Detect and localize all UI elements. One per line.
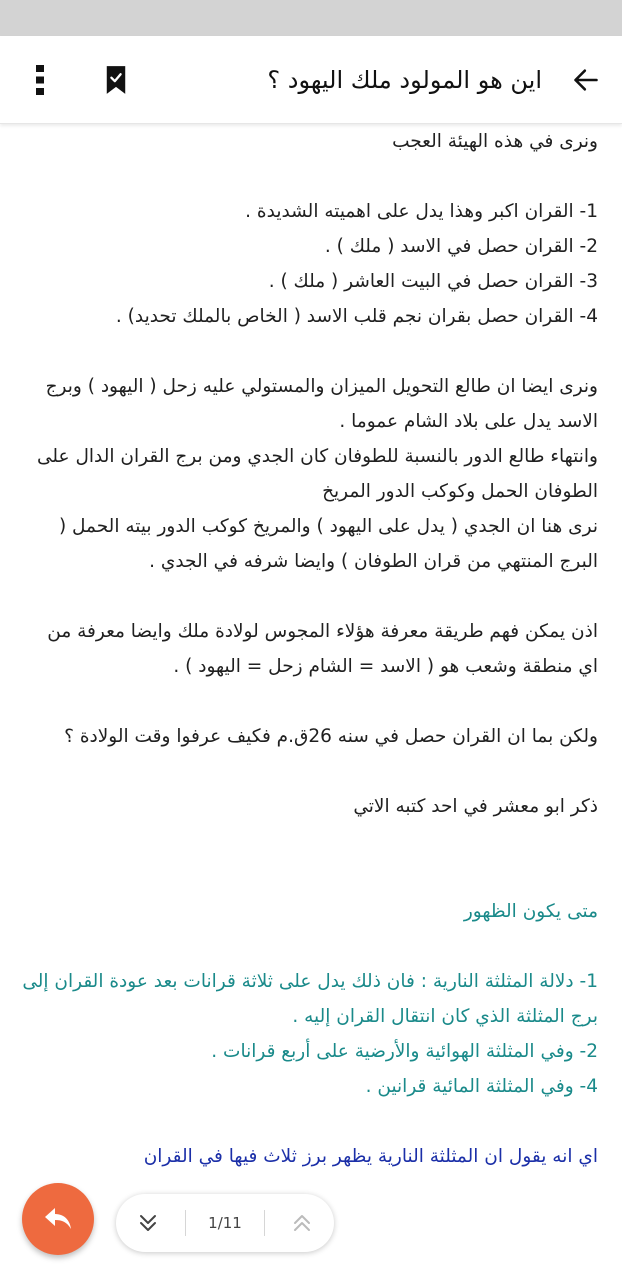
pager-divider: [185, 1210, 186, 1236]
reply-button[interactable]: [22, 1183, 94, 1255]
list-item: 1- القران اكبر وهذا يدل على اهميته الشديدة .: [245, 201, 598, 222]
chevrons-up-icon: [291, 1212, 313, 1234]
page-count: 1/11: [208, 1214, 242, 1232]
app-bar: [0, 36, 622, 124]
quote-item: 2- وفي المثلثة الهوائية والأرضية على أربع قرانات .: [211, 1041, 598, 1062]
more-vertical-icon: [35, 64, 45, 96]
status-bar: [0, 0, 622, 36]
article-paragraph: ونرى ايضا ان طالع التحويل الميزان والمستولي عليه زحل ( اليهود ) وبرج الاسد يدل على بلاد الشام عموما .: [45, 376, 598, 432]
list-item: 3- القران حصل في البيت العاشر ( ملك ) .: [268, 271, 598, 292]
article-paragraph: ونرى في هذه الهيئة العجب: [392, 131, 598, 152]
list-item: 2- القران حصل في الاسد ( ملك ) .: [324, 236, 598, 257]
page-navigator: [116, 1194, 334, 1252]
quote-item: 1- دلالة المثلثة النارية : فان ذلك يدل على ثلاثة قرانات بعد عودة القران إلى برج المثلثة الذي كان انتقال القران إليه .: [22, 971, 598, 1027]
bookmark-button[interactable]: [94, 58, 138, 102]
article-paragraph: اذن يمكن فهم طريقة معرفة هؤلاء المجوس لولادة ملك وايضا معرفة من اي منطقة وشعب هو ( الاسد = الشام زحل = اليهود ) .: [47, 621, 598, 677]
quote-item: 4- وفي المثلثة المائية قرانين .: [365, 1076, 598, 1097]
bookmark-icon: [104, 65, 128, 95]
page-title: اين هو المولود ملك اليهود ؟: [267, 66, 542, 94]
reply-icon: [43, 1206, 73, 1232]
article-paragraph: وانتهاء طالع الدور بالنسبة للطوفان كان الجدي ومن برج القران الدال على الطوفان الحمل وكوكب الدور المريخ: [36, 446, 598, 502]
list-item: 4- القران حصل بقران نجم قلب الاسد ( الخاص بالملك تحديد) .: [115, 306, 598, 327]
back-button[interactable]: [564, 58, 608, 102]
article-paragraph: ذكر ابو معشر في احد كتبه الاتي: [353, 796, 598, 817]
arrow-right-icon: [572, 66, 600, 94]
previous-page-button[interactable]: [288, 1209, 316, 1237]
chevrons-down-icon: [137, 1212, 159, 1234]
article-paragraph: اي انه يقول ان المثلثة النارية يظهر برز ثلاث فيها في القران: [143, 1146, 598, 1167]
quote-title: متى يكون الظهور: [463, 901, 598, 922]
pager-divider: [264, 1210, 265, 1236]
more-options-button[interactable]: [18, 58, 62, 102]
article-paragraph: نرى هنا ان الجدي ( يدل على اليهود ) والمريخ كوكب الدور بيته الحمل ( البرج المنتهي من قران الطوفان ) وايضا شرفه في الجدي .: [58, 516, 598, 572]
article-body: [22, 124, 598, 1174]
next-page-button[interactable]: [134, 1209, 162, 1237]
article-paragraph: ولكن بما ان القران حصل في سنه 26ق.م فكيف عرفوا وقت الولادة ؟: [64, 726, 598, 747]
